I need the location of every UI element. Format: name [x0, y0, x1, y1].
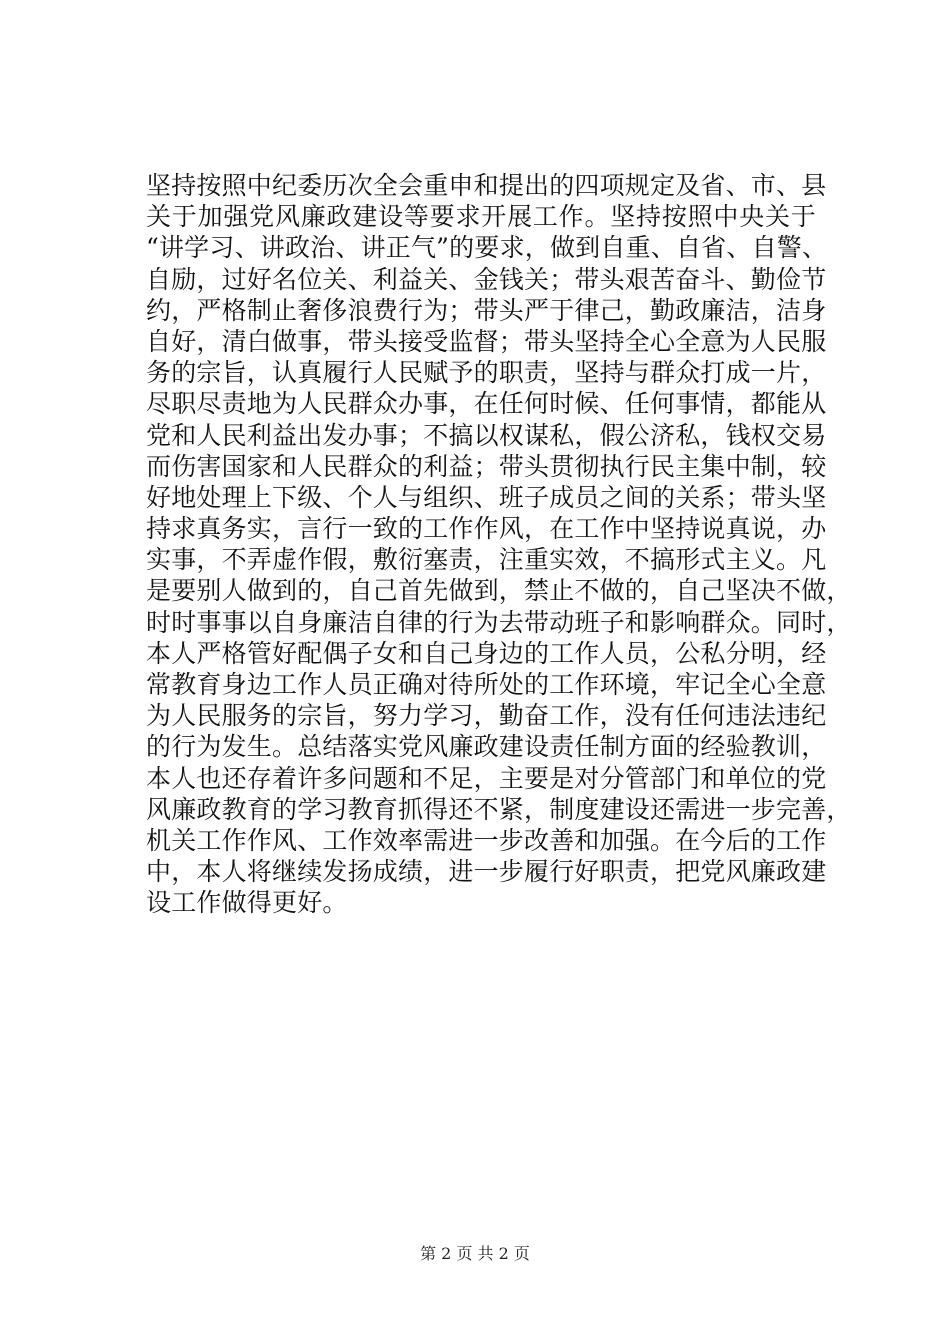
paragraph-line: 常教育身边工作人员正确对待所处的工作环境，牢记全心全意 [146, 670, 827, 699]
paragraph-line: 关于加强党风廉政建设等要求开展工作。坚持按照中央关于 [146, 202, 816, 232]
paragraph-line: 自励，过好名位关、利益关、金钱关；带头艰苦奋斗、勤俭节 [146, 264, 827, 294]
paragraph-line: 是要别人做到的，自己首先做到，禁止不做的，自己坚决不做， [146, 576, 852, 606]
paragraph-line: 而伤害国家和人民群众的利益；带头贯彻执行民主集中制，较 [146, 451, 827, 481]
paragraph-line: 坚持按照中纪委历次全会重申和提出的四项规定及省、市、县 [146, 171, 827, 200]
page-number-label: 第 2 页 共 2 页 [420, 1244, 530, 1263]
paragraph-line: 好地处理上下级、个人与组织、班子成员之间的关系；带头坚 [146, 482, 827, 512]
paragraph-line: 风廉政教育的学习教育抓得还不紧，制度建设还需进一步完善， [146, 794, 852, 824]
paragraph-line: 尽职尽责地为人民群众办事，在任何时候、任何事情，都能从 [146, 389, 827, 419]
paragraph-line: 务的宗旨，认真履行人民赋予的职责，坚持与群众打成一片， [146, 358, 827, 388]
paragraph-line: 党和人民利益出发办事；不搞以权谋私，假公济私，钱权交易 [146, 420, 827, 450]
page-footer [0, 1244, 950, 1264]
paragraph-line: 实事，不弄虚作假，敷衍塞责，注重实效，不搞形式主义。凡 [146, 545, 827, 575]
paragraph-line: 的行为发生。总结落实党风廉政建设责任制方面的经验教训， [146, 732, 827, 762]
paragraph-line: 本人也还存着许多问题和不足，主要是对分管部门和单位的党 [146, 763, 827, 793]
paragraph-line: 中，本人将继续发扬成绩，进一步履行好职责，把党风廉政建 [146, 857, 827, 887]
paragraph-line: 为人民服务的宗旨，努力学习，勤奋工作，没有任何违法违纪 [146, 701, 827, 731]
paragraph-line: “讲学习、讲政治、讲正气”的要求，做到自重、自省、自警、 [146, 233, 828, 263]
paragraph-line: 约，严格制止奢侈浪费行为；带头严于律己，勤政廉洁，洁身 [146, 295, 827, 325]
body-paragraph [146, 170, 852, 919]
paragraph-line: 持求真务实，言行一致的工作作风，在工作中坚持说真说，办 [146, 514, 827, 544]
paragraph-line: 机关工作作风、工作效率需进一步改善和加强。在今后的工作 [146, 825, 827, 855]
paragraph-line: 设工作做得更好。 [146, 888, 348, 918]
paragraph-line: 自好，清白做事，带头接受监督；带头坚持全心全意为人民服 [146, 326, 827, 356]
paragraph-line: 本人严格管好配偶子女和自己身边的工作人员，公私分明，经 [146, 638, 827, 668]
paragraph-line: 时时事事以自身廉洁自律的行为去带动班子和影响群众。同时， [146, 607, 852, 637]
